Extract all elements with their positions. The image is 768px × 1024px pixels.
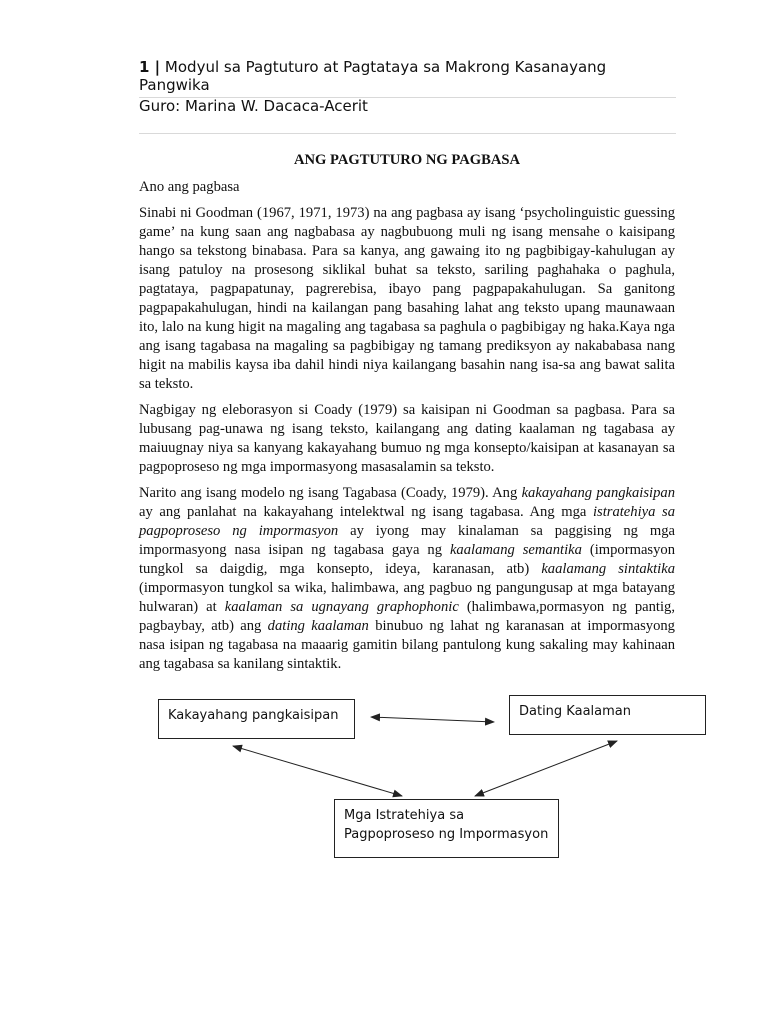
module-title: Modyul sa Pagtuturo at Pagtataya sa Makrong Kasanayang Pangwika bbox=[139, 58, 607, 94]
text-run: (halimbawa,pormasyon ng pantig, pagbaybay, atb) ang bbox=[139, 599, 675, 634]
section-subheading: Ano ang pagbasa bbox=[139, 179, 240, 195]
paragraph-model bbox=[139, 484, 675, 674]
box-label-line2: Pagpoproseso ng Impormasyon bbox=[344, 827, 549, 842]
document-body bbox=[139, 151, 675, 681]
reader-model-diagram bbox=[150, 690, 720, 865]
arrow-knowledge-to-strategies bbox=[475, 741, 617, 796]
italic-term: dating kaalaman bbox=[267, 618, 369, 634]
page-number: 1 | bbox=[139, 58, 161, 76]
box-label: Dating Kaalaman bbox=[519, 704, 631, 719]
paragraph-goodman: Sinabi ni Goodman (1967, 1971, 1973) na ang pagbasa ay isang ‘psycholinguistic guessing game’ na kung saan ang nagbabasa ay nagbubuong muli ng isang mensahe o kaisipang hango sa tekstong binabasa. Para sa kanya, ang gawaing ito ng pagbibigay-kahulugan ay isang patuloy na prosesong siklikal buhat sa teksto, sariling paghahaka o paghula, pagtataya, pagpapatunay, pagrerebisa, ibayo pang pagpapakahulugan. Sa ganitong pagpapakahulugan, hindi na kailangan pang basahing lahat ang teksto upang maunawaan ito, lalo na kung higit na magaling ang tagabasa sa paghula o pagbibigay ng haka.Kaya nga ang isang tagabasa na magaling sa pagbibigay ng tamang prediksyon ay nakababasa nang higit na mabilis kaysa iba dahil hindi niya kailangang basahin nang isa-sa ang bawat salita sa teksto. bbox=[139, 205, 675, 392]
header-divider-bottom bbox=[139, 133, 676, 134]
text-run: binubuo ng lahat ng karanasan at impormasyong nasa isipan ng tagabasa na maaarig gamitin bilang pantulong kung sakaling may kahinaan ang tagabasa sa kanilang sintaktik. bbox=[139, 618, 675, 672]
arrow-mental-to-strategies bbox=[233, 746, 402, 796]
arrow-mental-to-knowledge bbox=[371, 717, 494, 722]
document-title: ANG PAGTUTURO NG PAGBASA bbox=[293, 152, 521, 168]
header-title-line bbox=[139, 58, 676, 94]
text-run: ay ang panlahat na kakayahang intelektwal ng isang tagabasa. Ang mga bbox=[139, 504, 593, 520]
text-run: Narito ang isang modelo ng isang Tagabasa (Coady, 1979). Ang bbox=[139, 485, 522, 501]
page-header bbox=[139, 58, 676, 94]
italic-term: kakayahang pangkaisipan bbox=[521, 485, 675, 501]
box-label: Kakayahang pangkaisipan bbox=[168, 708, 339, 723]
text-run: ay iyong may kinalaman sa paggising ng mga impormasyong nasa isipan ng tagabasa gaya ng bbox=[139, 523, 675, 558]
italic-term: kaalamang sintaktika bbox=[541, 561, 675, 577]
text-run: (impormasyon tungkol sa daigdig, mga konsepto, ideya, karanasan, atb) bbox=[139, 542, 675, 577]
italic-term: kaalamang semantika bbox=[449, 542, 582, 558]
text-run: (impormasyon tungkol sa wika, halimbawa, ang pagbuo ng pangungusap at mga batayang hulwaran) at bbox=[139, 580, 675, 615]
italic-term: istratehiya sa pagpoproseso ng impormasyon bbox=[139, 504, 675, 539]
paragraph-coady: Nagbigay ng eleborasyon si Coady (1979) sa kaisipan ni Goodman sa pagbasa. Para sa lubusang pag-unawa ng isang teksto, kailangang ang dating kaalaman ng tagabasa ay maiuugnay niya sa kanyang kakayahang bumuo ng mga konsepto/kaisipan at kasanayan sa pagpoproseso ng mga impormasyong masasalamin sa teksto. bbox=[139, 402, 675, 475]
box-mental-ability bbox=[158, 699, 355, 739]
italic-term: kaalaman sa ugnayang graphophonic bbox=[224, 599, 459, 615]
teacher-name: Guro: Marina W. Dacaca-Acerit bbox=[139, 97, 368, 115]
box-prior-knowledge bbox=[509, 695, 706, 735]
box-processing-strategies bbox=[334, 799, 559, 858]
box-label-line1: Mga Istratehiya sa bbox=[344, 808, 465, 823]
